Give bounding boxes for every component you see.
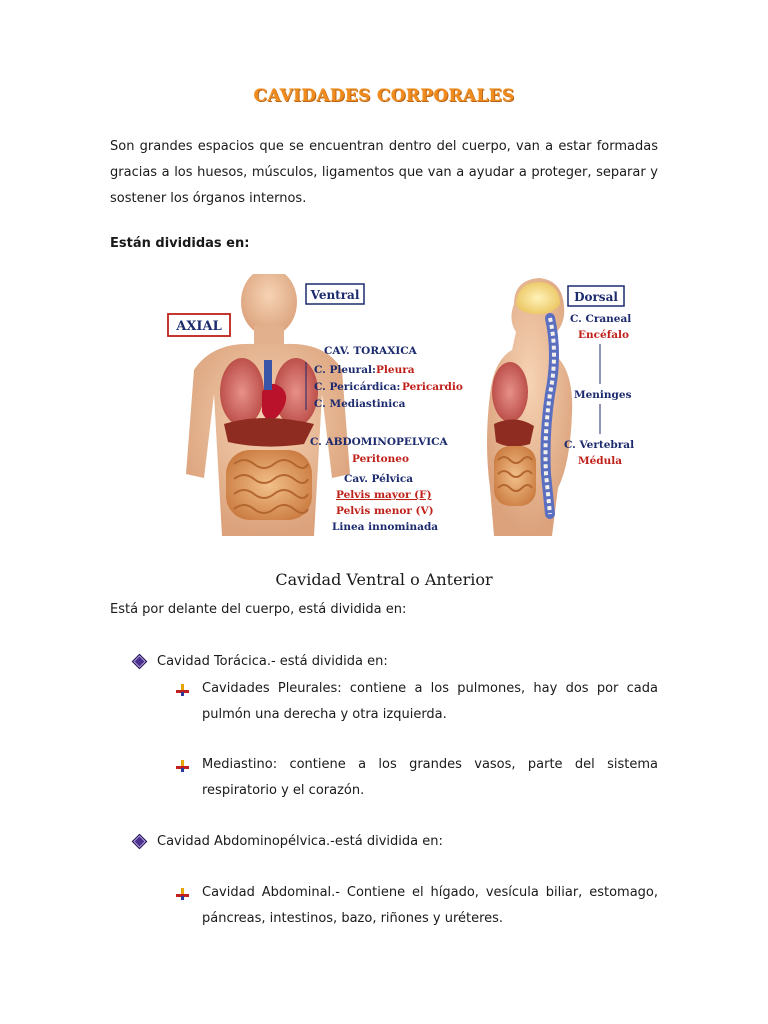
label-axial: AXIAL [176,319,222,334]
bullet-item-abdominopelvica [134,834,443,849]
section-title: Cavidad Ventral o Anterior [275,570,493,589]
subitem-pleurales [178,676,658,728]
label-pleura: Pleura [376,364,415,376]
subitem-text: Cavidades Pleurales: contiene a los pulmones, hay dos por cada pulmón una derecha y otra izquierda. [202,681,658,722]
label-vertebral: C. Vertebral [564,439,635,451]
label-pleural: C. Pleural: [314,364,376,376]
subitem-text: Mediastino: contiene a los grandes vasos, parte del sistema respiratorio y el corazón. [202,757,658,798]
intro-paragraph: Son grandes espacios que se encuentran dentro del cuerpo, van a estar formadas gracias a los huesos, músculos, ligamentos que van a ayudar a proteger, separar y sostener los órganos internos. [110,139,658,206]
side-body-illustration [487,278,572,536]
label-pericardica: C. Pericárdica: [314,381,401,393]
bullet-label: Cavidad Torácica.- está dividida en: [157,654,388,669]
label-peritoneo: Peritoneo [352,453,409,465]
label-meninges: Meninges [574,389,632,401]
subitem-abdominal [178,880,658,932]
bullet-label: Cavidad Abdominopélvica.-está dividida en: [157,834,443,849]
label-abdominopelvica: C. ABDOMINOPELVICA [310,436,448,448]
arrow-bullet-icon [176,888,190,900]
label-dorsal: Dorsal [574,290,618,304]
diamond-bullet-icon [132,654,148,670]
label-mediastinica: C. Mediastinica [314,398,406,410]
label-box-ventral [306,284,364,304]
section-intro: Está por delante del cuerpo, está dividida en: [110,602,407,617]
label-box-dorsal [568,286,624,306]
label-pericardio: Pericardio [402,381,463,393]
body-cavities-figure [154,274,654,540]
arrow-bullet-icon [176,760,190,772]
label-cav-toracica: CAV. TORAXICA [324,345,417,357]
label-linea-innominada: Linea innominada [332,521,439,533]
label-pelvis-mayor: Pelvis mayor (F) [336,489,432,501]
divided-heading: Están divididas en: [110,236,250,251]
arrow-bullet-icon [176,684,190,696]
label-cav-pelvica: Cav. Pélvica [344,473,414,485]
subitem-mediastino [178,752,658,804]
label-pelvis-menor: Pelvis menor (V) [336,505,434,517]
document-title: CAVIDADES CORPORALES [253,86,515,106]
label-craneal: C. Craneal [570,313,632,325]
bullet-item-toracica [134,654,388,669]
subitem-text: Cavidad Abdominal.- Contiene el hígado, vesícula biliar, estomago, páncreas, intestinos, bazo, riñones y uréteres. [202,885,658,926]
label-box-axial [168,314,230,336]
diamond-bullet-icon [132,834,148,850]
label-medula: Médula [578,455,623,467]
label-ventral: Ventral [310,288,360,302]
label-encefalo: Encéfalo [578,329,630,341]
